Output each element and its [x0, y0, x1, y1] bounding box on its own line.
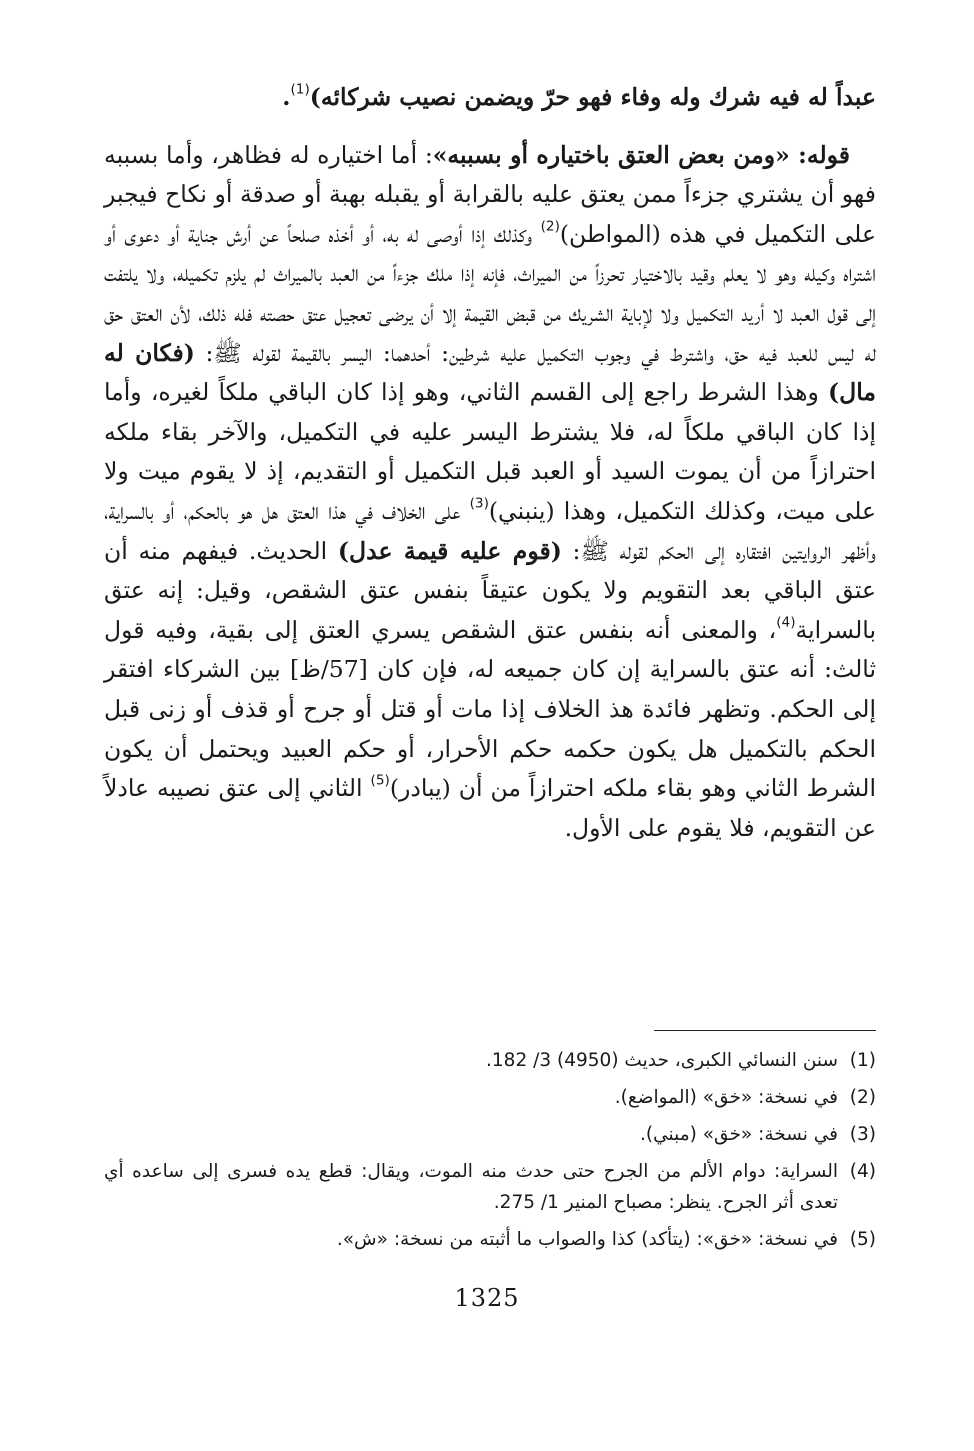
- footnote-3: [104, 1119, 876, 1150]
- commentary-paragraph: [104, 136, 876, 849]
- footnote-4: [104, 1156, 876, 1218]
- footnotes-section: [104, 1045, 876, 1261]
- footnote-text: السراية: دوام الألم من الجرح حتى حدث منه الموت، ويقال: قطع يده فسرى إلى ساعده أي تعدى أثر الجرح. ينظر: مصباح المنير 1/ 275.: [104, 1161, 838, 1213]
- commentary-segment-6: ، والمعنى أنه بنفس عتق الشقص يسري العتق إلى بقية، وفيه قول ثالث: أنه عتق بالسراية إن كان جميعه له، فإن كان [57/ظ] بين الشركاء افتقر إلى الحكم. وتظهر فائدة هذ الخلاف إذا مات أو قتل أو جرح أو قذف أو زنى قبل الحكم بالتكميل هل يكون حكمه حكم الأحرار، أو حكم العبيد ويحتمل أن يكون الشرط الثاني وهو بقاء ملكه احترازاً من أن (يبادر): [104, 615, 876, 803]
- footnote-number: (1): [849, 1050, 876, 1071]
- commentary-segment-1: : أما اختياره له فظاهر، وأما بسببه فهو أن يشتري جزءاً ممن يعتق عليه بالقرابة أو يقبله بهبة أو صدقة أو نكاح فيجبر على التكميل في هذه (المواطن): [104, 140, 876, 248]
- footnote-text: في نسخة: «خق» (المواضع).: [614, 1087, 838, 1108]
- footnote-separator: [654, 1030, 876, 1031]
- opening-line-text: عبداً له فيه شرك وله وفاء فهو حرّ ويضمن نصيب شركائه): [309, 83, 876, 111]
- footnote-text: في نسخة: «خق»: (يتأكد) كذا والصواب ما أثبته من نسخة: «ش».: [336, 1229, 838, 1250]
- opening-line-tail: .: [282, 83, 291, 111]
- footnote-number: (2): [849, 1087, 876, 1108]
- footnote-5: [104, 1224, 876, 1255]
- footnote-number: (4): [849, 1161, 876, 1182]
- footnote-ref-5: (5): [370, 772, 390, 789]
- main-text: [104, 78, 876, 848]
- footnote-1: [104, 1045, 876, 1076]
- commentary-lead: قوله:: [789, 140, 850, 169]
- commentary-segment-4: على الخلاف في هذا العتق هل هو بالحكم، أو بالسراية، وأظهر الروايتين افتقاره إلى الحكم لقوله ﷺ:: [104, 496, 877, 565]
- hadith-quote-2: (قوم عليه قيمة عدل): [337, 536, 562, 565]
- hadith-quote-1: (فكان له مال): [104, 338, 876, 407]
- quoted-matn: «ومن بعض العتق باختياره أو بسببه»: [432, 140, 790, 169]
- footnote-2: [104, 1082, 876, 1113]
- footnote-ref-4: (4): [776, 614, 796, 631]
- commentary-segment-5: الحديث. فيفهم منه أن عتق الباقي بعد التقويم ولا يكون عتيقاً بنفس عتق الشقص، وقيل: إنه عتق بالسراية: [104, 536, 876, 644]
- commentary-segment-7: الثاني إلى عتق نصيبه عادلاً عن التقويم، فلا يقوم على الأول.: [104, 774, 876, 842]
- commentary-segment-2: وكذلك إذا أوصى له به، أو أخذه صلحاً عن أرش جناية أو دعوى أو اشتراه وكيله وهو لا يعلم وقيد بالاختيار تحرزاً من الميراث، فإنه إذا ملك جزءاً من العبد بالميراث لم يلزم تكميله، ولا يلتفت إلى قول العبد لا أريد التكميل ولا لإباية الشريك من قبض القيمة إلا أن يرضى تعجيل عتق حصته فله ذلك، لأن العتق حق له ليس للعبد فيه حق، واشترط في وجوب التكميل عليه شرطين: أحدهما: اليسر بالقيمة لقوله ﷺ:: [104, 219, 876, 367]
- footnote-ref-2: (2): [540, 218, 560, 235]
- commentary-segment-3: وهذا الشرط راجع إلى القسم الثاني، وهو إذا كان الباقي ملكاً لغيره، وأما إذا كان الباقي ملكاً له، فلا يشترط اليسر عليه في التكميل، والآخر بقاء ملكه احترازاً من أن يموت السيد أو العبد قبل التكميل أو التقديم، إذ لا يقوم ميت ولا على ميت، وكذلك التكميل، وهذا (ينبني): [104, 378, 877, 525]
- footnote-ref-1: (1): [290, 81, 310, 98]
- footnote-text: في نسخة: «خق» (مبني).: [640, 1124, 838, 1145]
- footnote-number: (5): [849, 1229, 876, 1250]
- footnote-text: سنن النسائي الكبرى، حديث (4950) 3/ 182.: [486, 1050, 838, 1071]
- opening-line: [104, 78, 876, 118]
- footnote-number: (3): [849, 1124, 876, 1145]
- footnote-ref-3: (3): [469, 495, 489, 512]
- page-number: 1325: [454, 1284, 520, 1312]
